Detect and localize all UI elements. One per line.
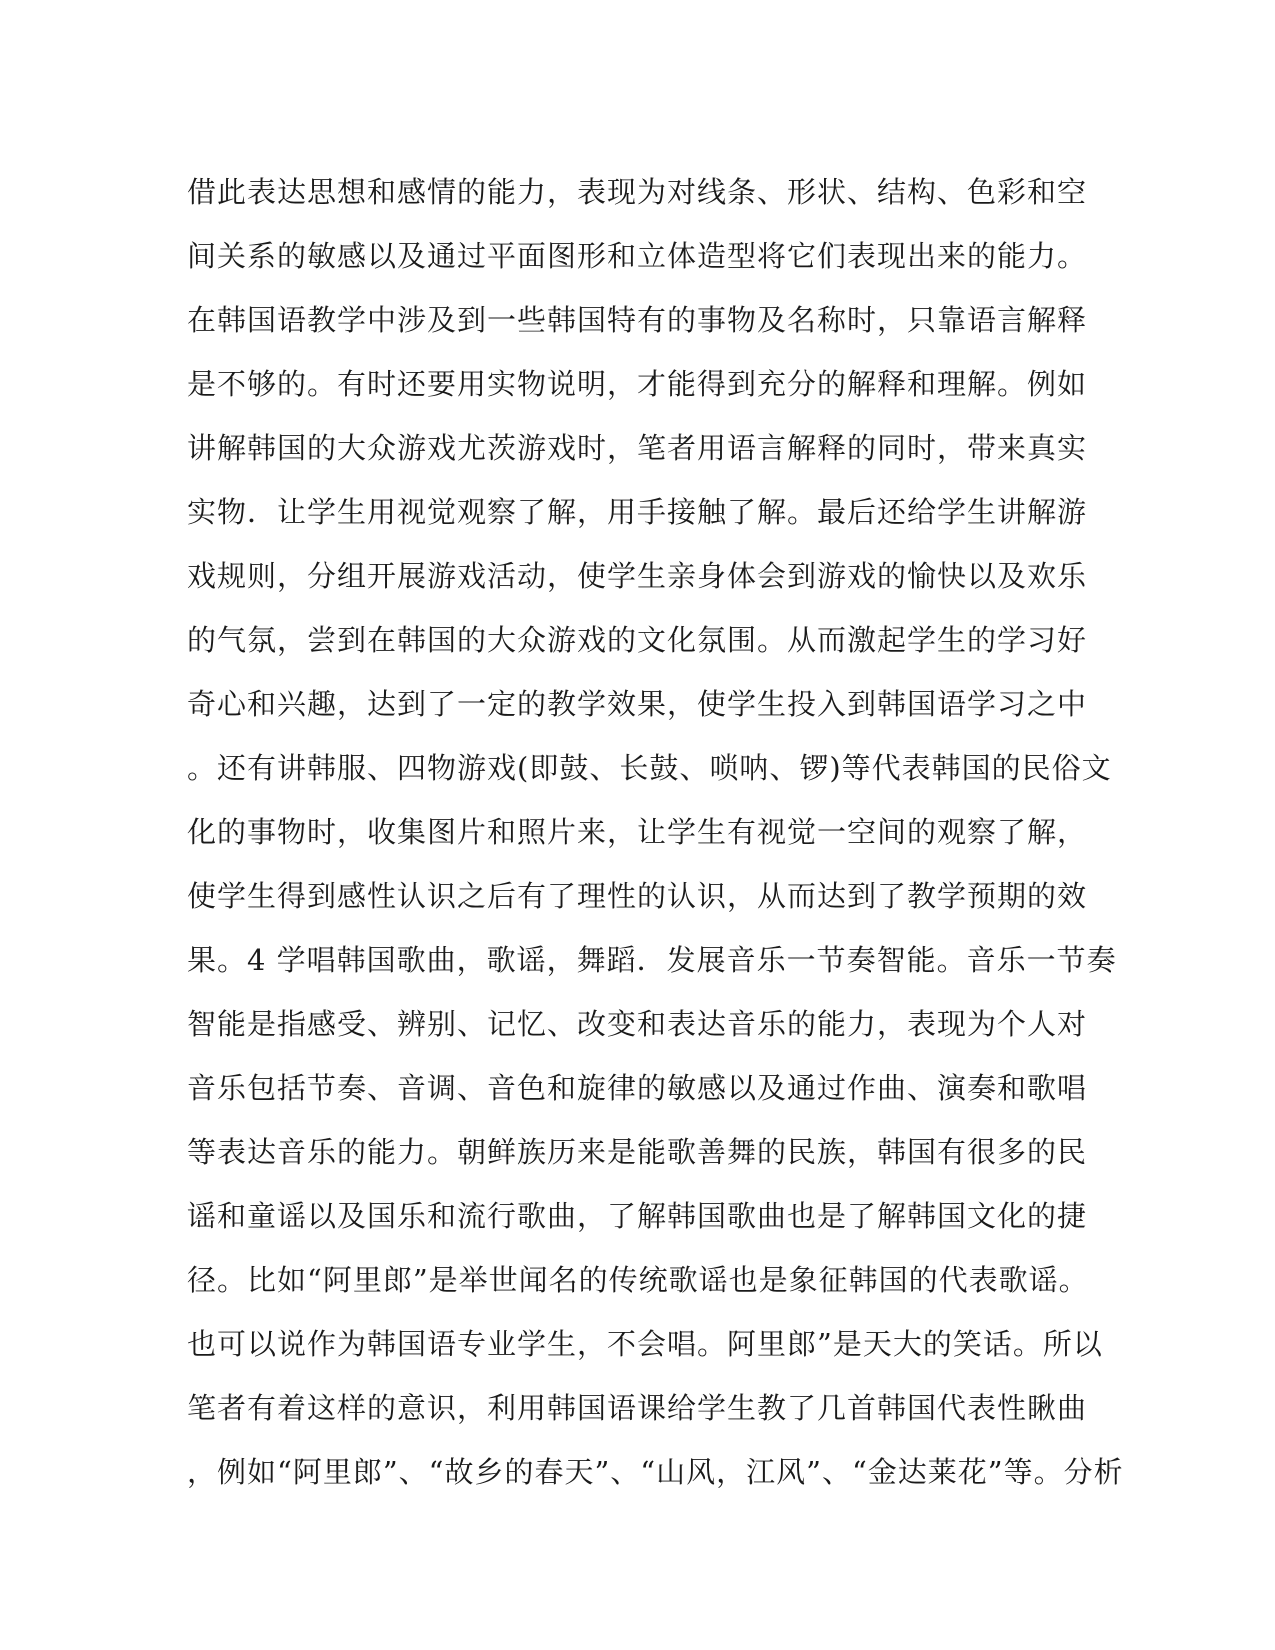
text-line: 智能是指感受、辨别、记忆、改变和表达音乐的能力，表现为个人对: [187, 1007, 1088, 1041]
text-line: 实物．让学生用视觉观察了解，用手接触了解。最后还给学生讲解游: [187, 495, 1088, 529]
text-line: 借此表达思想和感情的能力，表现为对线条、形状、结构、色彩和空: [187, 175, 1088, 209]
text-line: 谣和童谣以及国乐和流行歌曲，了解韩国歌曲也是了解韩国文化的捷: [187, 1199, 1088, 1233]
text-line: ，例如“阿里郎”、“故乡的春天”、“山风，江风”、“金达莱花”等。分析: [187, 1455, 1124, 1489]
text-line: 化的事物时，收集图片和照片来，让学生有视觉一空间的观察了解，: [187, 815, 1088, 849]
text-line: 讲解韩国的大众游戏尤茨游戏时，笔者用语言解释的同时，带来真实: [187, 431, 1088, 465]
text-line: 等表达音乐的能力。朝鲜族历来是能歌善舞的民族，韩国有很多的民: [187, 1135, 1088, 1169]
text-line: 是不够的。有时还要用实物说明，才能得到充分的解释和理解。例如: [187, 367, 1088, 401]
text-line: 也可以说作为韩国语专业学生，不会唱。阿里郎”是天大的笑话。所以: [187, 1327, 1103, 1361]
text-line: 音乐包括节奏、音调、音色和旋律的敏感以及通过作曲、演奏和歌唱: [187, 1071, 1088, 1105]
text-line: 奇心和兴趣，达到了一定的教学效果，使学生投入到韩国语学习之中: [187, 687, 1088, 721]
text-line: 。还有讲韩服、四物游戏(即鼓、长鼓、唢呐、锣)等代表韩国的民俗文: [187, 751, 1112, 785]
text-line: 戏规则，分组开展游戏活动，使学生亲身体会到游戏的愉快以及欢乐: [187, 559, 1088, 593]
text-line: 果。4 学唱韩国歌曲，歌谣，舞蹈．发展音乐一节奏智能。音乐一节奏: [187, 943, 1117, 977]
body-text: [187, 160, 1124, 1504]
text-line: 径。比如“阿里郎”是举世闻名的传统歌谣也是象征韩国的代表歌谣。: [187, 1263, 1089, 1297]
text-line: 的气氛，尝到在韩国的大众游戏的文化氛围。从而激起学生的学习好: [187, 623, 1088, 657]
text-line: 使学生得到感性认识之后有了理性的认识，从而达到了教学预期的效: [187, 879, 1088, 913]
text-line: 笔者有着这样的意识，利用韩国语课给学生教了几首韩国代表性瞅曲: [187, 1391, 1088, 1425]
text-line: 在韩国语教学中涉及到一些韩国特有的事物及名称时，只靠语言解释: [187, 303, 1088, 337]
text-line: 间关系的敏感以及通过平面图形和立体造型将它们表现出来的能力。: [187, 239, 1088, 273]
